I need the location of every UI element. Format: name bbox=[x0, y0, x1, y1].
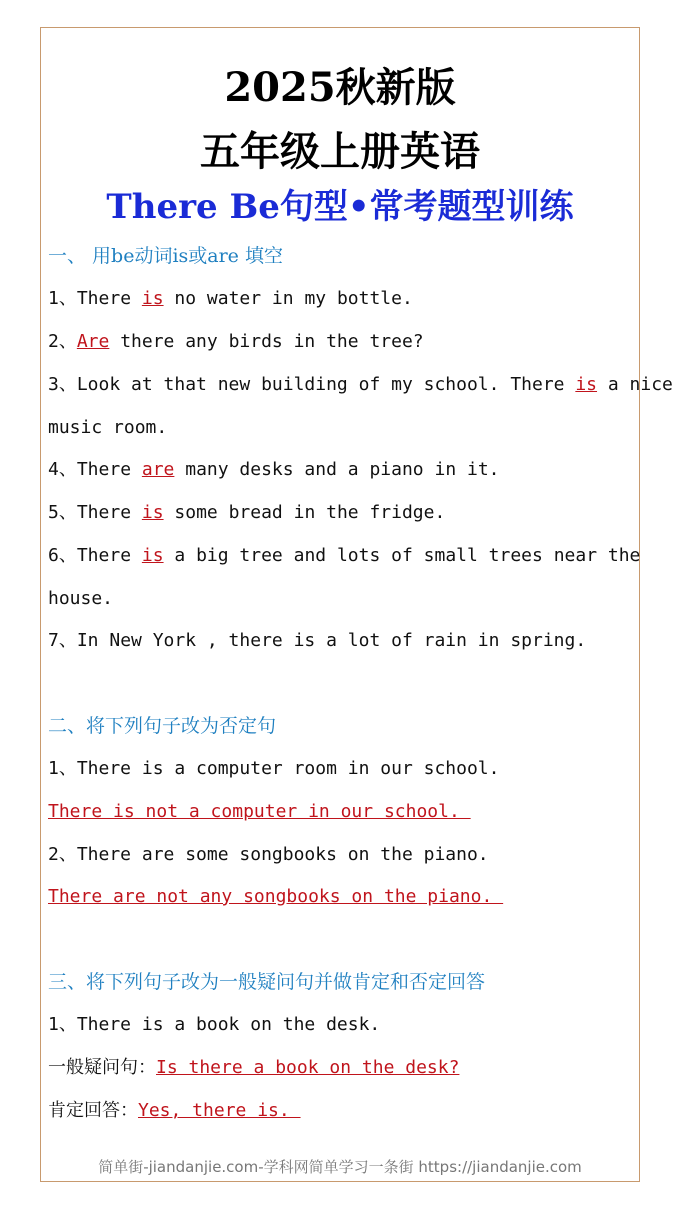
item-text: a nice bbox=[597, 374, 673, 395]
item-number: 7、 bbox=[48, 630, 77, 651]
footer-watermark: 简单街-jiandanjie.com-学科网简单学习一条街 https://jiandanjie.com bbox=[98, 1158, 582, 1176]
item-number: 1、 bbox=[48, 288, 77, 309]
item-number: 5、 bbox=[48, 502, 77, 523]
title-grade: 五年级上册英语 bbox=[200, 128, 480, 175]
item-number: 6、 bbox=[48, 545, 77, 566]
item-text: There bbox=[76, 545, 142, 566]
general-question-answer: Is there a book on the desk? bbox=[156, 1057, 460, 1078]
s1-item-3 bbox=[48, 373, 673, 397]
s1-item-4 bbox=[48, 458, 500, 482]
s1-item-3-cont: music room. bbox=[48, 417, 168, 438]
s3-general-question bbox=[48, 1056, 459, 1080]
s1-item-5 bbox=[48, 501, 445, 525]
s1-item-6 bbox=[48, 544, 640, 568]
item-text: In New York , there is a lot of rain in spring. bbox=[76, 630, 587, 651]
item-text: a big tree and lots of small trees near the bbox=[163, 545, 641, 566]
item-text: there any birds in the tree? bbox=[109, 331, 424, 352]
s2-answer-2: There are not any songbooks on the piano. bbox=[48, 886, 504, 907]
answer-blank: Are bbox=[76, 331, 110, 352]
s2-question-2: 2、There are some songbooks on the piano. bbox=[48, 844, 489, 865]
item-text: no water in my bottle. bbox=[163, 288, 413, 309]
item-text: There bbox=[76, 502, 142, 523]
section2-heading: 二、将下列句子改为否定句 bbox=[48, 715, 277, 737]
s2-answer-1: There is not a computer in our school. bbox=[48, 801, 471, 822]
item-text: Look at that new building of my school. There bbox=[76, 374, 576, 395]
section3-heading: 三、将下列句子改为一般疑问句并做肯定和否定回答 bbox=[48, 971, 486, 993]
answer-blank: are bbox=[141, 459, 175, 480]
answer-blank: is bbox=[575, 374, 598, 395]
section1-heading: 一、 用be动词is或are 填空 bbox=[48, 245, 283, 267]
item-text: There bbox=[76, 288, 142, 309]
answer-blank: is bbox=[141, 545, 164, 566]
s3-question: 1、There is a book on the desk. bbox=[48, 1014, 381, 1035]
item-number: 3、 bbox=[48, 374, 77, 395]
item-text: some bread in the fridge. bbox=[163, 502, 446, 523]
title-topic: There Be句型•常考题型训练 bbox=[106, 187, 574, 227]
s1-item-1 bbox=[48, 287, 413, 311]
item-number: 2、 bbox=[48, 331, 77, 352]
item-number: 4、 bbox=[48, 459, 77, 480]
item-text: There bbox=[76, 459, 142, 480]
yes-answer-label: 肯定回答： bbox=[48, 1100, 138, 1121]
s3-yes-answer bbox=[48, 1099, 301, 1123]
s1-item-2 bbox=[48, 330, 424, 354]
yes-answer-text: Yes, there is. bbox=[138, 1100, 301, 1121]
answer-blank: is bbox=[141, 502, 164, 523]
s1-item-7 bbox=[48, 629, 586, 653]
answer-blank: is bbox=[141, 288, 164, 309]
s2-question-1: 1、There is a computer room in our school. bbox=[48, 758, 500, 779]
item-text: many desks and a piano in it. bbox=[174, 459, 500, 480]
general-question-label: 一般疑问句： bbox=[48, 1057, 156, 1078]
title-year: 2025秋新版 bbox=[224, 64, 456, 111]
s1-item-6-cont: house. bbox=[48, 588, 114, 609]
